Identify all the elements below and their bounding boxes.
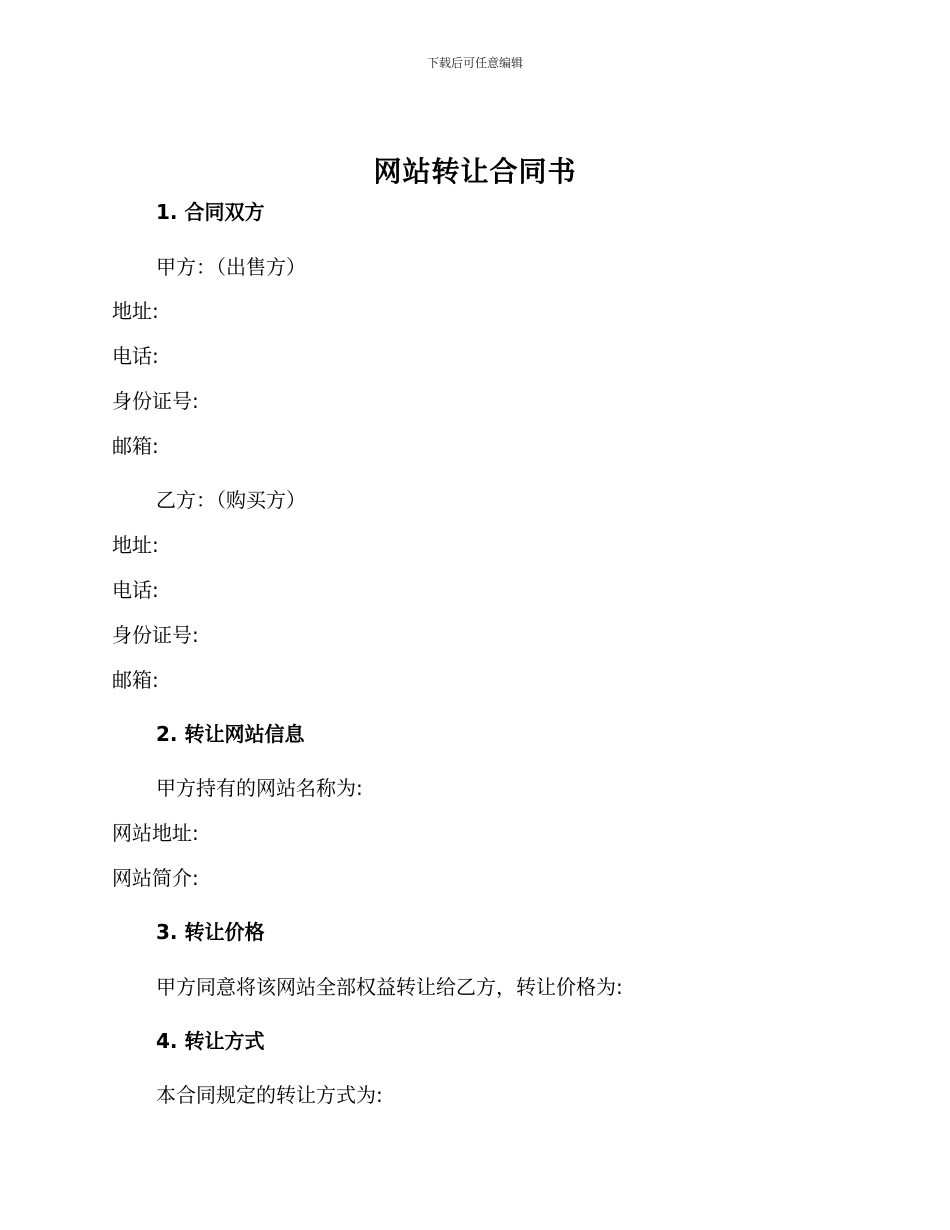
party-a-label: 甲方：（出售方） (156, 255, 306, 279)
party-b-email: 邮箱: (112, 668, 159, 692)
site-intro-line: 网站简介: (112, 866, 199, 890)
party-a-id-number: 身份证号: (112, 389, 199, 413)
section-4-heading: 4. 转让方式 (156, 1029, 265, 1053)
section-2-heading: 2. 转让网站信息 (156, 722, 305, 746)
party-b-id-number: 身份证号: (112, 623, 199, 647)
party-a-address: 地址: (112, 299, 159, 323)
site-name-line: 甲方持有的网站名称为: (156, 776, 363, 800)
site-address-line: 网站地址: (112, 821, 199, 845)
party-b-address: 地址: (112, 533, 159, 557)
document-title: 网站转让合同书 (373, 155, 577, 188)
party-a-email: 邮箱: (112, 434, 159, 458)
section-1-heading: 1. 合同双方 (156, 200, 265, 224)
header-note: 下载后可任意编辑 (426, 56, 523, 70)
party-b-label: 乙方：（购买方） (156, 488, 306, 512)
transfer-method-line: 本合同规定的转让方式为: (156, 1083, 383, 1107)
price-line: 甲方同意将该网站全部权益转让给乙方，转让价格为: (156, 975, 623, 999)
party-a-phone: 电话: (112, 344, 159, 368)
party-b-phone: 电话: (112, 578, 159, 602)
section-3-heading: 3. 转让价格 (156, 920, 265, 944)
